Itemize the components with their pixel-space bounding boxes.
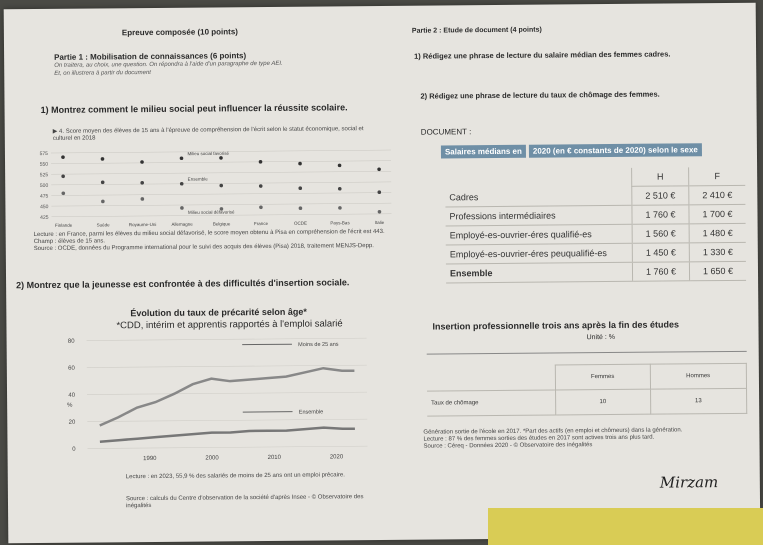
col-f-header: F [689,167,746,186]
y-tick-label: 80 [67,338,75,345]
data-point [101,157,105,161]
part2-question-1: 1) Rédigez une phrase de lecture du salaire médian des femmes cadres. [414,49,671,61]
row-label: Employé-es-ouvrier-éres qualifié-es [446,224,633,245]
insertion-note-1: Génération sortie de l'école en 2017. *Part des actifs (en emploi et chômeurs) dans la génération. [423,427,683,436]
table-row [445,204,745,226]
x-tick-label: OCDE [294,220,308,226]
x-tick-label: Finlande [54,222,73,228]
x-tick-label: France [254,220,269,227]
insertion-title: Insertion professionnelle trois ans après la fin des études [432,319,680,332]
signature: Mirzam [659,473,719,492]
y-tick-label: 40 [68,392,76,399]
series-label: Ensemble [187,176,208,182]
data-point [259,184,263,188]
part1-title: Partie 1 : Mobilisation de connaissances (6 points) [54,51,247,62]
series-line [99,368,355,426]
data-point [338,164,342,168]
x-tick-label: 2020 [329,454,344,461]
question-2: 2) Montrez que la jeunesse est confrontée à des difficultés d'insertion sociale. [16,277,350,291]
data-point [259,160,263,164]
insertion-table [427,363,747,417]
value-h: 1 450 € [632,243,689,262]
table-row [446,242,746,264]
data-point [298,162,302,166]
value-f: 1 700 € [689,204,746,223]
document-label: DOCUMENT : [420,127,472,137]
data-point [140,160,144,164]
value-f: 2 410 € [689,185,746,204]
series-line [100,427,355,441]
doc2-title: Évolution du taux de précarité selon âge* [130,306,307,319]
y-tick-label: 0 [72,446,76,453]
gridline [87,392,367,394]
doc2-lecture: Lecture : en 2023, 55,9 % des salariés de moins de 25 ans ont un emploi précaire. [125,472,345,481]
data-point [338,187,342,191]
value-h: 2 510 € [632,186,689,205]
data-point [338,206,342,210]
data-point [378,210,382,214]
precarity-chart [46,328,377,471]
x-tick-label: Belgique [212,221,231,227]
series-label: Milieu social favorisé [187,150,229,157]
row-label: Taux de chômage [427,390,556,416]
part2-title: Partie 2 : Etude de document (4 points) [411,26,542,35]
salary-table-title [441,143,702,158]
gridline [51,193,391,196]
data-point [298,186,302,190]
data-point [219,184,223,188]
insertion-unit: Unité : % [586,333,616,342]
y-tick-label: 475 [39,193,49,200]
series-label: Milieu social défavorisé [187,209,235,215]
pisa-chart [29,144,400,231]
part1-intro-1: On traitera, au choix, une question. On répondra à l'aide d'un paragraphe de type AEI. [54,60,283,69]
table-row [446,261,746,283]
data-point [140,181,144,185]
data-point [377,167,381,171]
data-point [219,156,223,160]
data-point [61,174,65,178]
data-point [259,205,263,209]
x-tick-label: 1990 [143,455,157,463]
salary-title-part-b: 2020 (en € constants de 2020) selon le sexe [529,143,702,158]
data-point [101,200,105,204]
row-label: Professions intermédiaires [445,205,632,226]
data-point [61,191,65,195]
y-tick-label: 575 [39,151,48,158]
question-1: 1) Montrez comment le milieu social peut influencer la réussite scolaire. [40,102,348,115]
gridline [51,171,391,174]
value-hommes: 13 [650,388,747,414]
insertion-source: Source : Céreq - Données 2020 - © Observatoire des inégalités [423,442,593,450]
yellow-notebook-edge [488,508,763,545]
data-point [180,206,184,210]
x-tick-label: 2000 [205,455,219,462]
data-point [299,206,303,210]
data-point [101,180,105,184]
row-label: Cadres [445,186,632,207]
value-h: 1 560 € [632,224,689,243]
divider [427,351,747,355]
x-tick-label: Pays-Bas [330,220,350,226]
data-point [377,190,381,194]
data-point [141,197,145,201]
gridline [87,338,367,340]
y-tick-label: 20 [68,419,76,426]
data-point [61,155,65,159]
y-axis-label: % [67,402,73,409]
insertion-note-2: Lecture : 87 % des femmes sorties des études en 2017 sont actives trois ans plus tard. [423,434,655,443]
table-row [445,185,745,207]
x-tick-label: Allemagne [171,221,193,227]
x-tick-label: Suède [96,222,110,228]
x-tick-label: Royaume-Uni [128,221,157,228]
part2-question-2: 2) Rédigez une phrase de lecture du taux de chômage des femmes. [420,89,660,101]
part1-intro-2: Et, on illustrera à partir du document [54,70,151,77]
legend-label: Ensemble [298,409,324,416]
col-femmes: Femmes [555,364,650,390]
x-tick-label: Italie [374,219,385,226]
col-hommes: Hommes [650,363,747,389]
y-tick-label: 60 [68,365,75,372]
table-row [427,388,747,416]
doc1-champ: Champ : élèves de 15 ans. [33,238,106,246]
gridline [51,161,391,164]
exam-header: Epreuve composée (10 points) [121,27,238,38]
insertion-header-row [427,363,747,391]
salary-table [445,167,746,284]
value-f: 1 480 € [689,223,746,242]
value-h: 1 760 € [632,205,689,224]
table-row [446,223,746,245]
x-tick-label: 2010 [267,454,281,462]
data-point [180,182,184,186]
gridline [87,419,367,421]
legend-label: Moins de 25 ans [298,341,339,349]
doc1-lecture: Lecture : en France, parmi les élèves du milieu social défavorisé, le score moyen obtenu à Pisa en compréhension de l'écrit est 443. [33,228,385,239]
value-f: 1 650 € [689,261,746,280]
y-tick-label: 550 [39,161,49,168]
row-label: Employé-es-ouvrier-éres peuqualifié-es [446,243,633,264]
y-tick-label: 525 [39,172,49,179]
y-tick-label: 425 [40,214,49,221]
doc1-source: Source : OCDE, données du Programme international pour le suivi des acquis des élèves (Pisa) 2018, traitement MENJS-Depp. [33,243,374,253]
doc1-title: ▶ 4. Score moyen des élèves de 15 ans à l'épreuve de compréhension de l'écrit selon le statut économique, social et culturel en 2018 [52,126,364,142]
data-point [180,156,184,160]
row-label: Ensemble [446,262,633,283]
worksheet [4,3,761,544]
value-h: 1 760 € [632,262,689,281]
doc2-source: Source : calculs du Centre d'observation de la société d'après Insee - © Observatoire des inégalités [125,494,364,510]
y-tick-label: 450 [40,204,49,211]
col-h-header: H [632,167,689,186]
value-f: 1 330 € [689,242,746,261]
doc2-subtitle: *CDD, intérim et apprentis rapportés à l'emploi salarié [116,318,343,332]
value-femmes: 10 [556,389,651,415]
y-tick-label: 500 [39,182,49,189]
salary-title-part-a: Salaires médians en [441,145,526,159]
gridline [88,446,368,448]
gridline [51,203,391,206]
